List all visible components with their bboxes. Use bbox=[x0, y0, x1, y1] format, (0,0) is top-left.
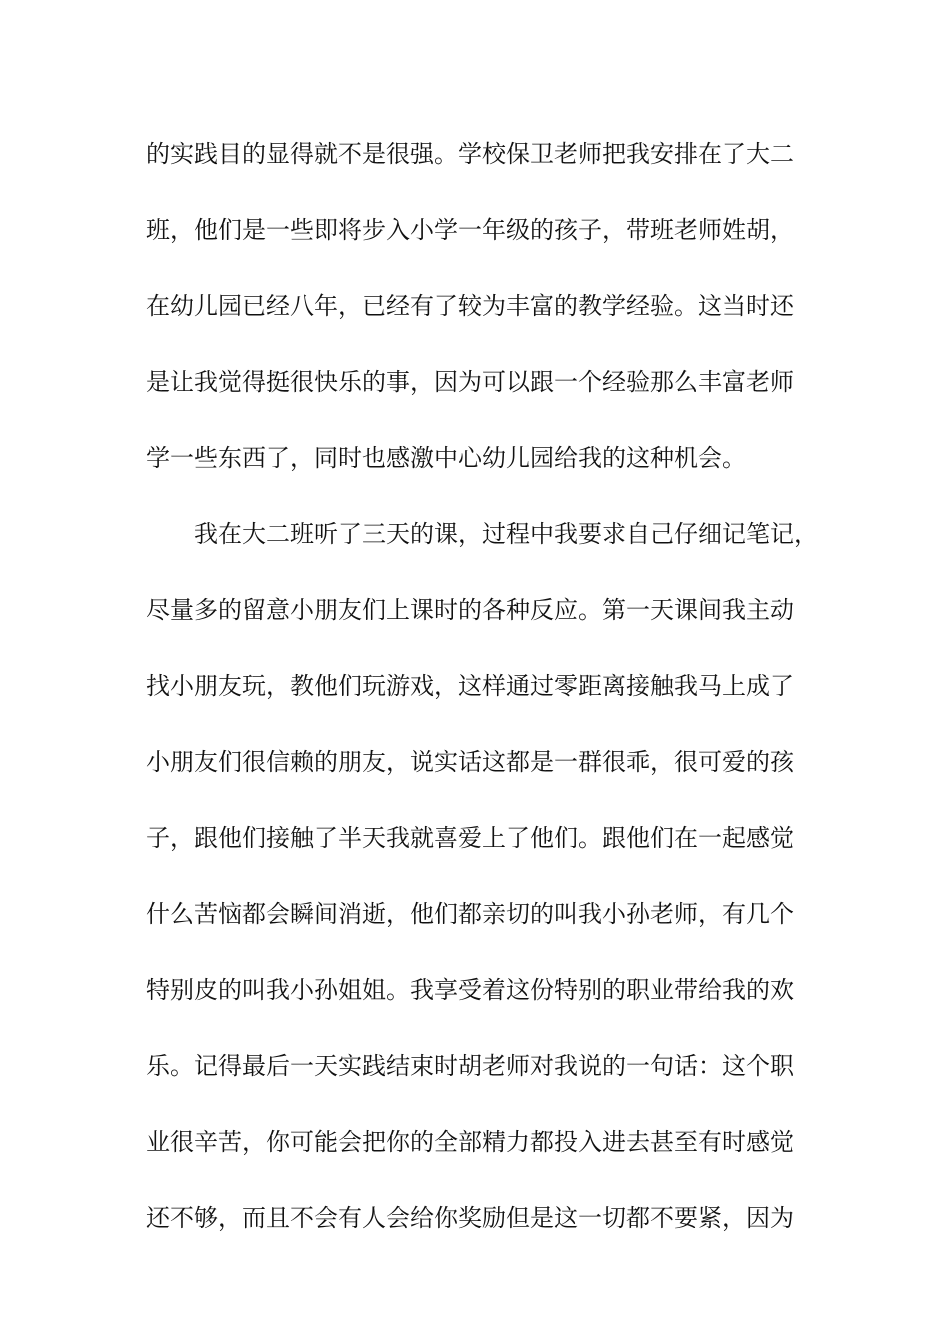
text-line: 的实践目的显得就不是很强。学校保卫老师把我安排在了大二 bbox=[146, 140, 794, 168]
body-text bbox=[146, 130, 816, 1270]
paragraph-first-line: 我在大二班听了三天的课，过程中我要求自己仔细记笔记， bbox=[194, 520, 818, 548]
text-line: 业很辛苦，你可能会把你的全部精力都投入进去甚至有时感觉 bbox=[146, 1128, 794, 1156]
text-line: 学一些东西了，同时也感激中心幼儿园给我的这种机会。 bbox=[146, 444, 746, 472]
text-line: 小朋友们很信赖的朋友，说实话这都是一群很乖，很可爱的孩 bbox=[146, 748, 794, 776]
text-line: 特别皮的叫我小孙姐姐。我享受着这份特别的职业带给我的欢 bbox=[146, 976, 794, 1004]
text-line: 还不够，而且不会有人会给你奖励但是这一切都不要紧，因为 bbox=[146, 1204, 794, 1232]
text-line: 子，跟他们接触了半天我就喜爱上了他们。跟他们在一起感觉 bbox=[146, 824, 794, 852]
text-line: 乐。记得最后一天实践结束时胡老师对我说的一句话：这个职 bbox=[146, 1052, 794, 1080]
text-line: 在幼儿园已经八年，已经有了较为丰富的教学经验。这当时还 bbox=[146, 292, 794, 320]
text-line: 班，他们是一些即将步入小学一年级的孩子，带班老师姓胡， bbox=[146, 216, 794, 244]
text-line: 什么苦恼都会瞬间消逝，他们都亲切的叫我小孙老师，有几个 bbox=[146, 900, 794, 928]
text-line: 尽量多的留意小朋友们上课时的各种反应。第一天课间我主动 bbox=[146, 596, 794, 624]
text-line: 找小朋友玩，教他们玩游戏，这样通过零距离接触我马上成了 bbox=[146, 672, 794, 700]
text-line: 是让我觉得挺很快乐的事，因为可以跟一个经验那么丰富老师 bbox=[146, 368, 794, 396]
